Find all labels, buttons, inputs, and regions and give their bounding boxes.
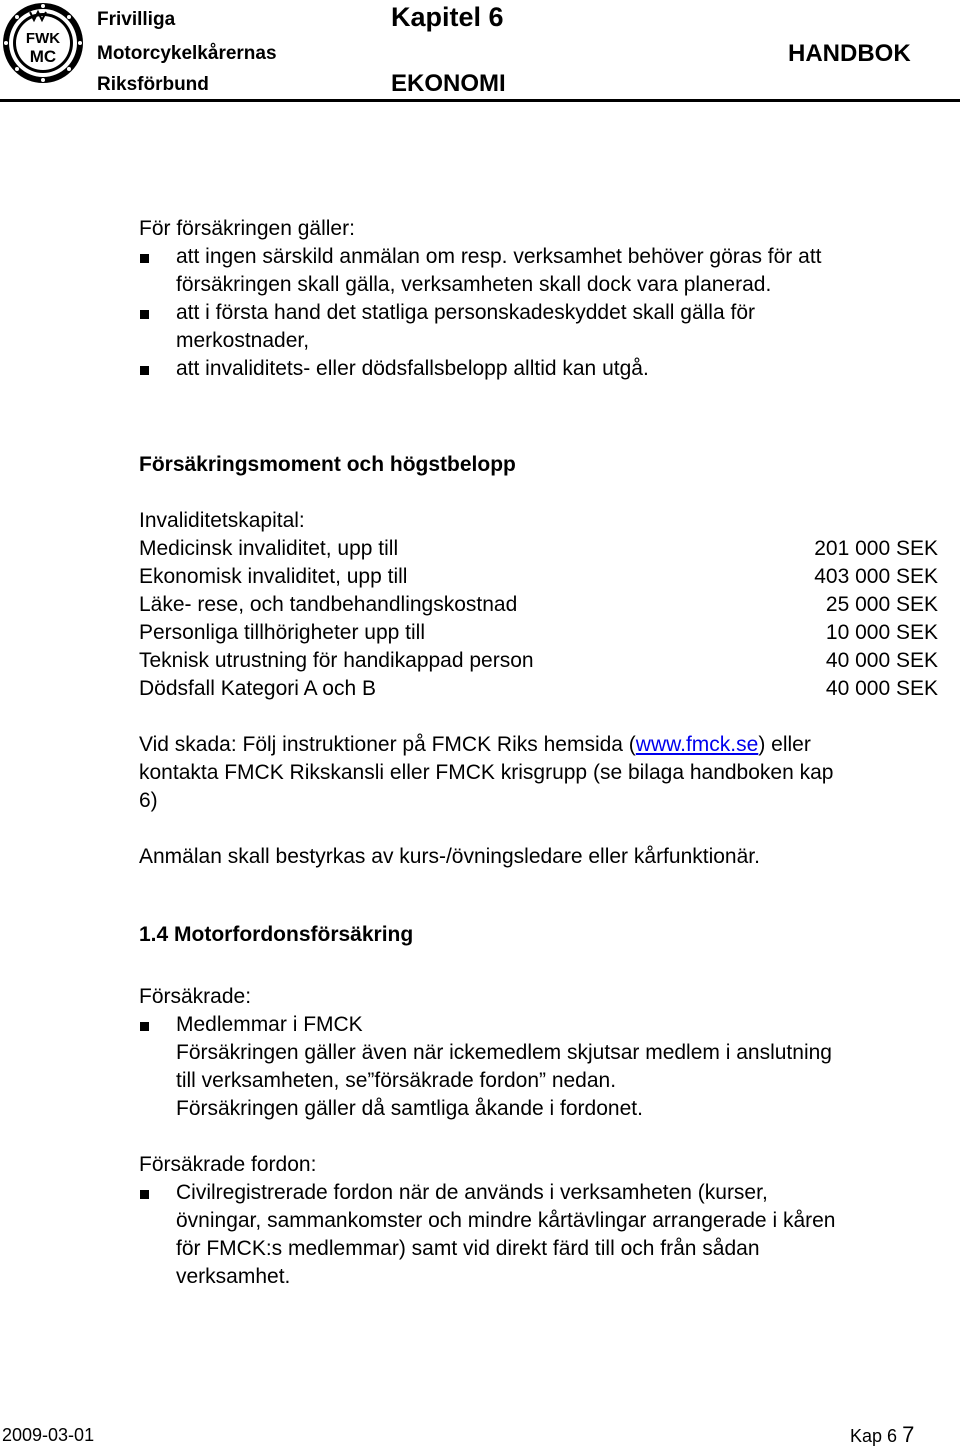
intro-bullet-2-line-2: merkostnader, [176, 329, 310, 352]
skada-line-1-post: ) eller [758, 733, 811, 756]
moment-row-label: Ekonomisk invaliditet, upp till [139, 565, 408, 588]
bullet-icon [140, 254, 149, 263]
moment-row-amount: 201 000 SEK [814, 537, 938, 560]
intro-bullet-1-line-2: försäkringen skall gälla, verksamheten skall dock vara planerad. [176, 273, 772, 296]
fmck-website-link[interactable]: www.fmck.se [635, 733, 759, 756]
bullet-icon [140, 1022, 149, 1031]
insured-bullet: Medlemmar i FMCK [176, 1013, 363, 1036]
footer-kap: Kap 6 [850, 1426, 898, 1446]
section-title: EKONOMI [391, 70, 506, 97]
skada-note: Anmälan skall bestyrkas av kurs-/övningsledare eller kårfunktionär. [139, 845, 760, 868]
footer-date: 2009-03-01 [2, 1425, 95, 1445]
skada-line-2: kontakta FMCK Rikskansli eller FMCK krisgrupp (se bilaga handboken kap [139, 761, 834, 784]
header-rule [0, 99, 960, 102]
logo-emblem [0, 0, 86, 86]
moment-row-amount: 403 000 SEK [814, 565, 938, 588]
moment-row-label: Dödsfall Kategori A och B [139, 677, 376, 700]
footer-chapter [850, 1424, 914, 1447]
vehicles-line-4: verksamhet. [176, 1265, 291, 1288]
logo-text-top: FWK [25, 30, 61, 47]
chapter-title: Kapitel 6 [391, 2, 504, 32]
vehicles-line-1: Civilregistrerade fordon när de används i verksamheten (kurser, [176, 1181, 768, 1204]
insured-line-3: Försäkringen gäller då samtliga åkande i fordonet. [176, 1097, 643, 1120]
intro-bullet-1-line-1: att ingen särskild anmälan om resp. verksamhet behöver göras för att [176, 245, 822, 268]
insured-line-2: till verksamheten, se”försäkrade fordon” nedan. [176, 1069, 617, 1092]
moment-row-amount: 40 000 SEK [825, 677, 938, 700]
fmck-logo [0, 0, 86, 86]
skada-line-1-pre: Vid skada: Följ instruktioner på FMCK Riks hemsida ( [139, 733, 636, 756]
moment-row-amount: 25 000 SEK [825, 593, 938, 616]
moment-row-amount: 10 000 SEK [825, 621, 938, 644]
intro-heading: För försäkringen gäller: [139, 217, 355, 240]
vehicles-line-2: övningar, sammankomster och mindre kårtävlingar arrangerade i kåren [176, 1209, 836, 1232]
moment-heading: Försäkringsmoment och högstbelopp [139, 453, 516, 476]
vehicles-line-3: för FMCK:s medlemmar) samt vid direkt färd till och från sådan [176, 1237, 760, 1260]
bullet-icon [140, 310, 149, 319]
moment-row-label: Medicinsk invaliditet, upp till [139, 537, 399, 560]
skada-line-1 [139, 731, 811, 759]
insured-line-1: Försäkringen gäller även när ickemedlem skjutsar medlem i anslutning [176, 1041, 832, 1064]
moment-subheading: Invaliditetskapital: [139, 509, 305, 532]
bullet-icon [140, 366, 149, 375]
moment-row-label: Läke- rese, och tandbehandlingskostnad [139, 593, 518, 616]
vehicles-heading: Försäkrade fordon: [139, 1153, 317, 1176]
motor-heading: 1.4 Motorfordonsförsäkring [139, 923, 414, 946]
logo-text-bottom: MC [29, 47, 57, 66]
intro-bullet-2-line-1: att i första hand det statliga personskadeskyddet skall gälla för [176, 301, 755, 324]
skada-line-3: 6) [139, 789, 158, 812]
insured-heading: Försäkrade: [139, 985, 252, 1008]
handbook-title: HANDBOK [788, 40, 911, 67]
org-line-3: Riksförbund [97, 74, 209, 95]
moment-row-amount: 40 000 SEK [825, 649, 938, 672]
moment-row-label: Teknisk utrustning för handikappad person [139, 649, 534, 672]
intro-bullet-3-line-1: att invaliditets- eller dödsfallsbelopp alltid kan utgå. [176, 357, 649, 380]
org-line-1: Frivilliga [97, 9, 176, 30]
page-number: 7 [902, 1422, 915, 1447]
moment-row-label: Personliga tillhörigheter upp till [139, 621, 425, 644]
bullet-icon [140, 1190, 149, 1199]
org-line-2: Motorcykelkårernas [97, 43, 277, 64]
